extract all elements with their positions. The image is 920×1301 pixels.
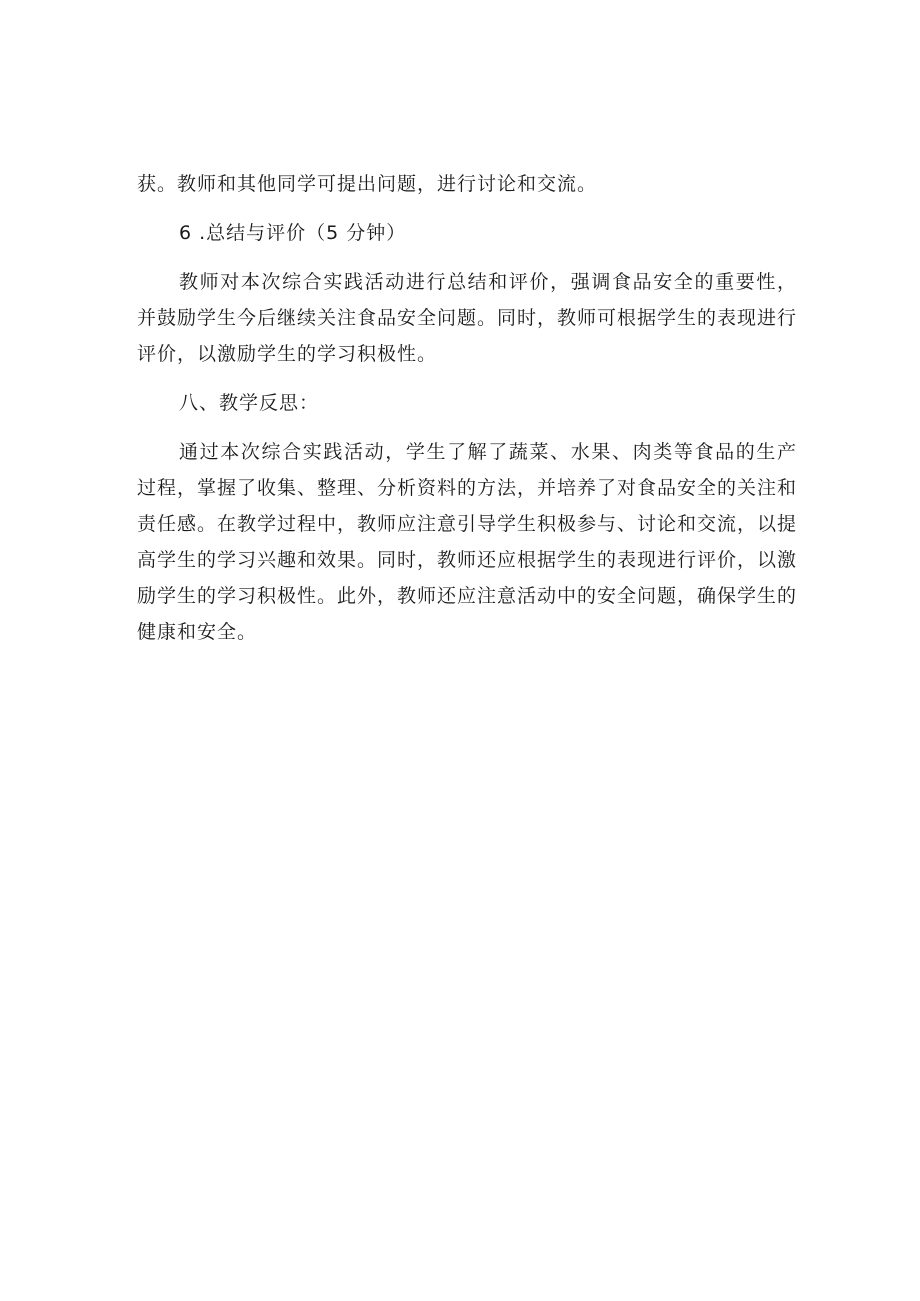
- heading-text: 6 .总结与评价（5 分钟）: [179, 222, 407, 244]
- text-line: 并鼓励学生今后继续关注食品安全问题。同时，教师可根据学生的表现进行: [137, 307, 798, 329]
- text-line: 高学生的学习兴趣和效果。同时，教师还应根据学生的表现进行评价，以激: [137, 549, 798, 571]
- heading-text: 八、教学反思：: [179, 392, 320, 414]
- text-line: 通过本次综合实践活动，学生了解了蔬菜、水果、肉类等食品的生产: [179, 441, 797, 463]
- section-6-body-paragraph: [137, 264, 797, 372]
- text-line: 健康和安全。: [137, 621, 258, 643]
- section-8-heading: [137, 385, 797, 421]
- text-line: 评价，以激励学生的学习积极性。: [137, 343, 438, 365]
- text-line: 励学生的学习积极性。此外，教师还应注意活动中的安全问题，确保学生的: [137, 585, 798, 607]
- continuation-paragraph: [137, 166, 797, 202]
- text-line: 获。教师和其他同学可提出问题，进行讨论和交流。: [137, 173, 598, 195]
- section-6-heading: [137, 215, 797, 251]
- document-body: [137, 166, 797, 663]
- text-line: 过程，掌握了收集、整理、分析资料的方法，并培养了对食品安全的关注和: [137, 477, 798, 499]
- section-8-body-paragraph: [137, 434, 797, 650]
- text-line: 责任感。在教学过程中，教师应注意引导学生积极参与、讨论和交流，以提: [137, 513, 798, 535]
- text-line: 教师对本次综合实践活动进行总结和评价，强调食品安全的重要性，: [179, 271, 797, 293]
